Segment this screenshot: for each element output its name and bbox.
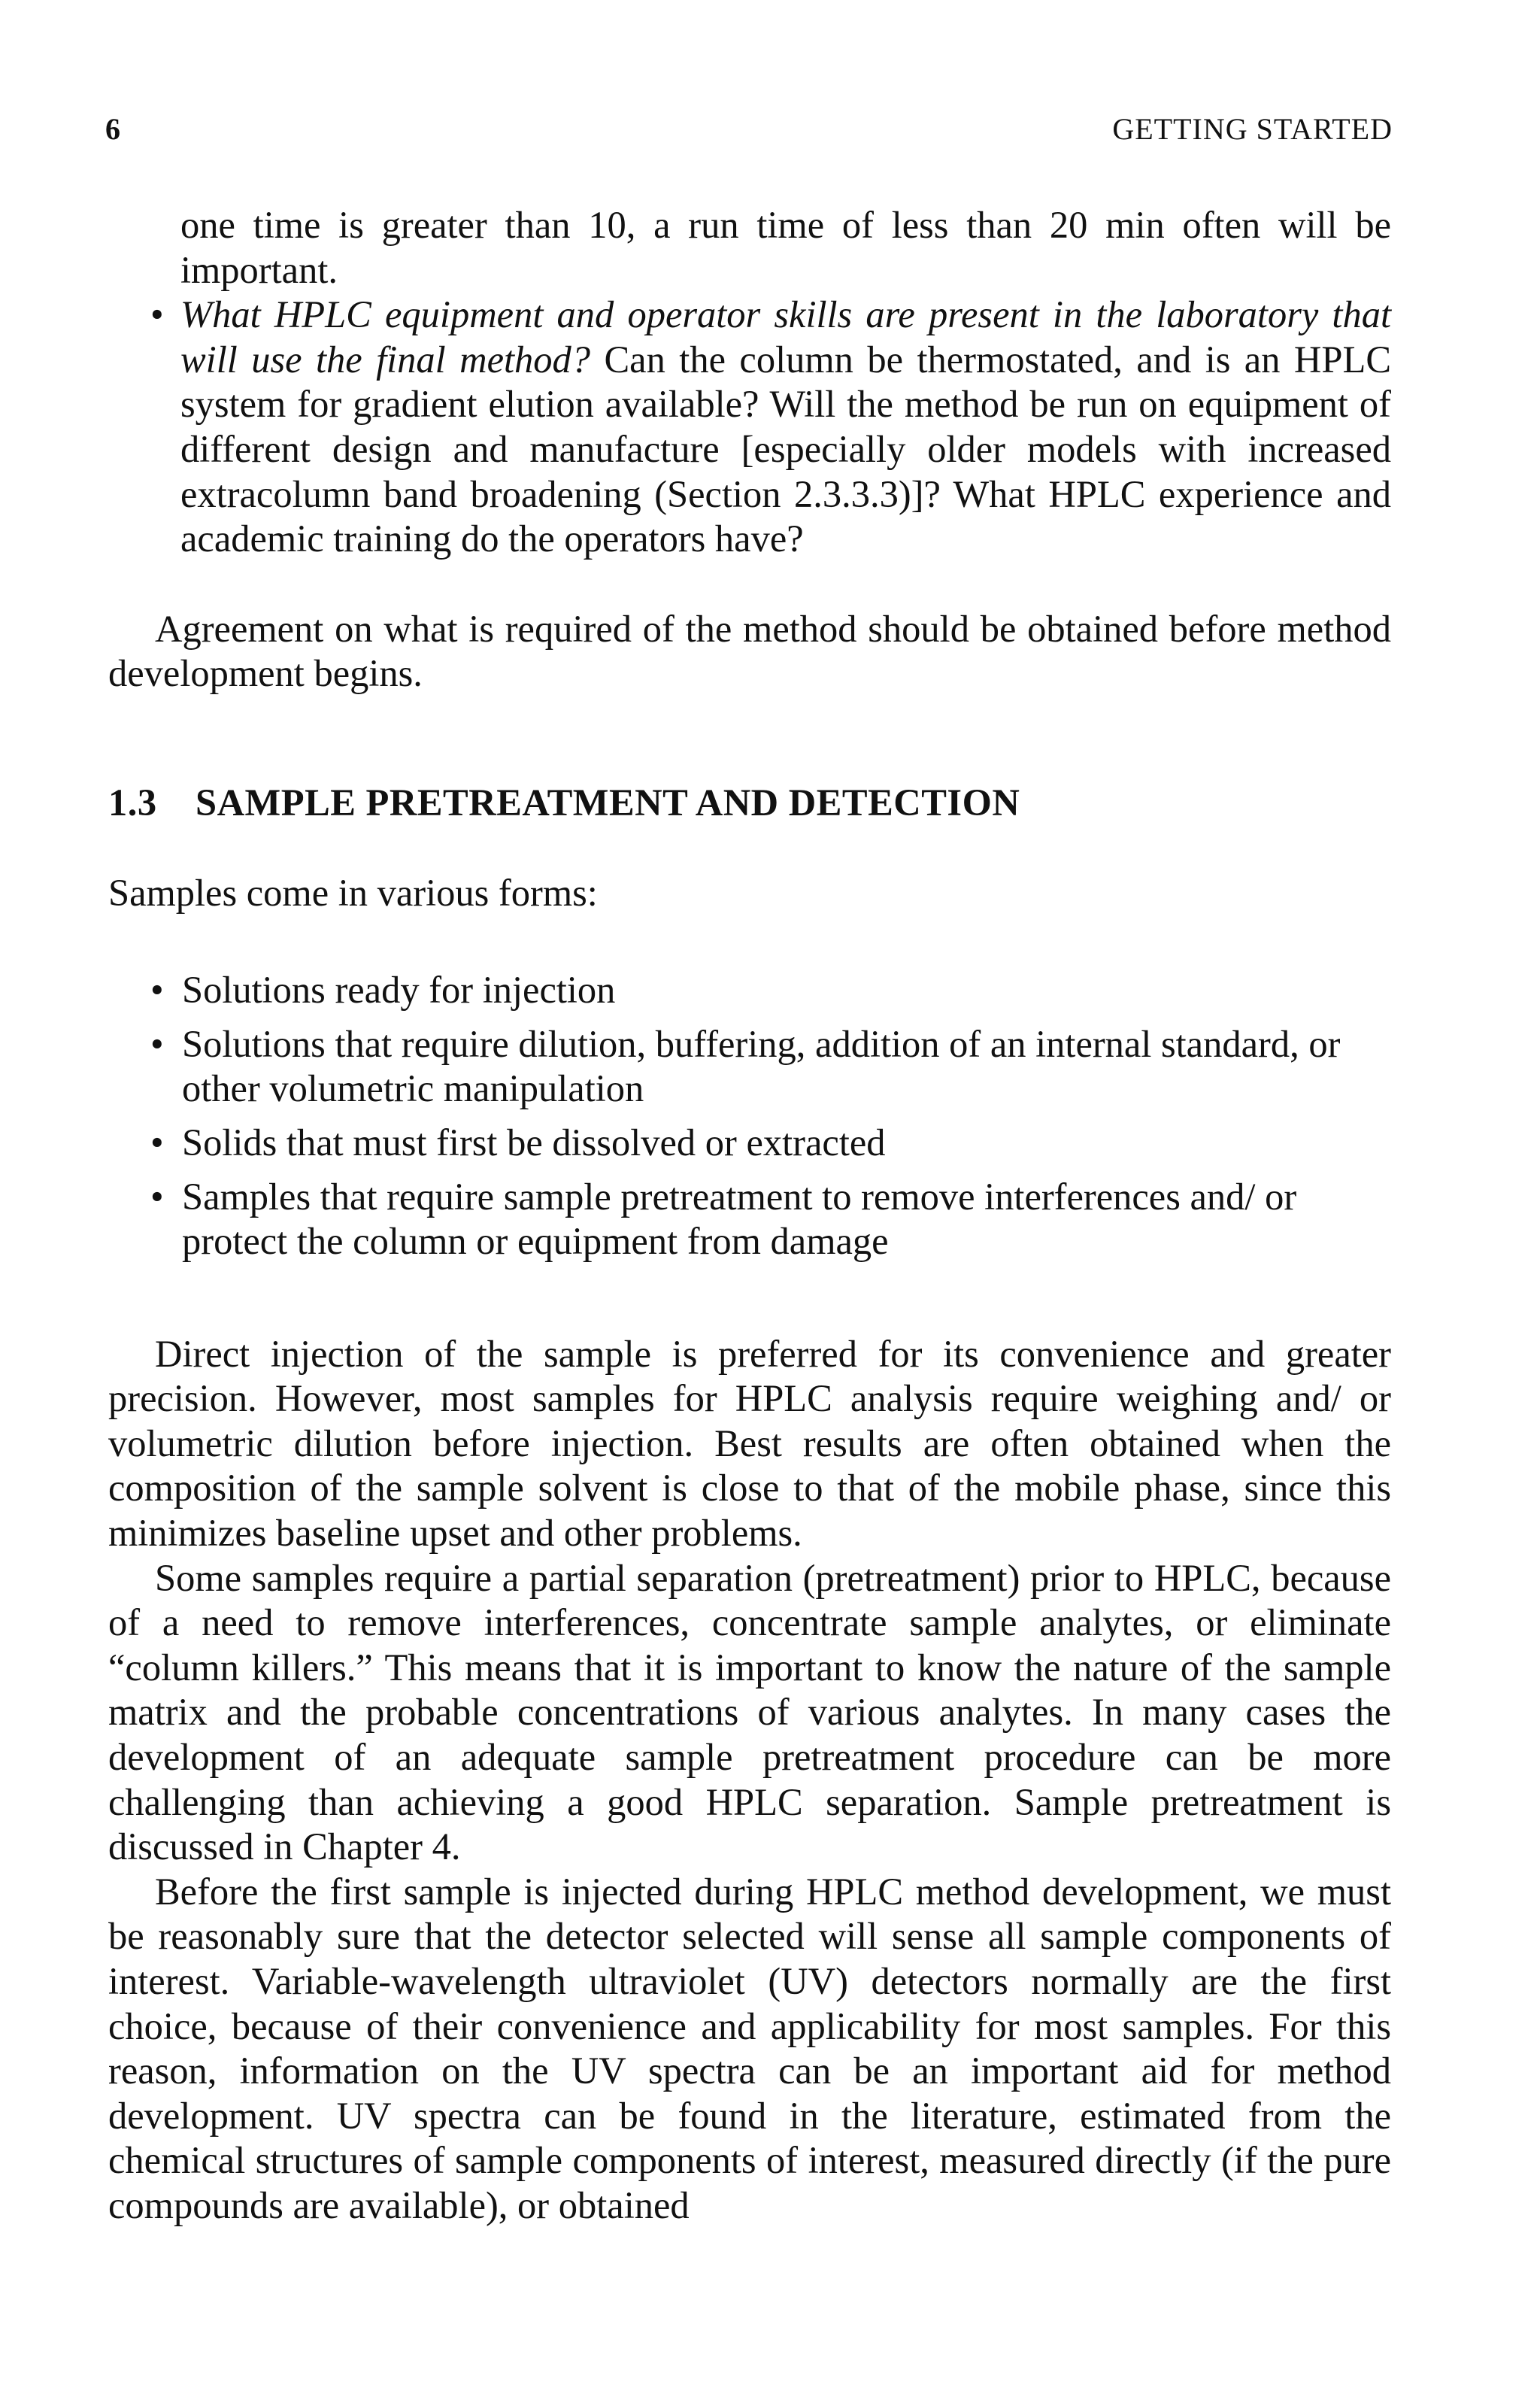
list-item-text: Solutions that require dilution, buffering, addition of an internal standard, or other volumetric manipulation bbox=[182, 1022, 1341, 1110]
section-heading bbox=[108, 781, 1391, 826]
list-item bbox=[108, 1175, 1391, 1264]
continued-list-item bbox=[108, 203, 1391, 293]
spacer bbox=[108, 696, 1391, 781]
section-title: SAMPLE PRETREATMENT AND DETECTION bbox=[196, 781, 1020, 824]
page-number: 6 bbox=[105, 112, 120, 146]
bullet-marker: • bbox=[150, 293, 164, 336]
equipment-question: What HPLC equipment and operator skills are present in the laboratory that will use the final method? bbox=[180, 293, 1391, 381]
list-item bbox=[108, 968, 1391, 1013]
running-head: GETTING STARTED bbox=[1112, 112, 1393, 146]
page-body bbox=[108, 203, 1391, 2229]
list-item-text: Solutions ready for injection bbox=[182, 969, 616, 1012]
spacer bbox=[108, 915, 1391, 968]
intro-paragraph: Samples come in various forms: bbox=[108, 871, 598, 914]
bullet-marker: • bbox=[150, 1022, 164, 1065]
equipment-list-item bbox=[108, 293, 1391, 562]
body-paragraph: Some samples require a partial separation (pretreatment) prior to HPLC, because of a need to remove interferences, concentrate sample analytes, or eliminate “column killers.” This means that it is important to know the nature of the sample matrix and the probable concentrations of various analytes. In many cases the development of an adequate sample pretreatment procedure can be more challenging than achieving a good HPLC separation. Sample pretreatment is discussed in Chapter 4. bbox=[108, 1556, 1391, 1868]
section-number: 1.3 bbox=[108, 781, 157, 824]
spacer bbox=[108, 1264, 1391, 1332]
bullet-marker: • bbox=[150, 969, 164, 1012]
bullet-marker: • bbox=[150, 1175, 164, 1218]
equipment-item-rest: Can the column be thermostated, and is an HPLC system for gradient elution available? Will the method be run on equipment of different design and manufacture [especially older models with increased extracolumn band broadening (Section 2.3.3.3)]? What HPLC experience and academic training do the operators have? bbox=[180, 338, 1391, 560]
body-paragraph: Direct injection of the sample is preferred for its convenience and greater precision. However, most samples for HPLC analysis require weighing and/ or volumetric dilution before injection. Best results are often obtained when the composition of the sample solvent is close to that of the mobile phase, since this minimizes baseline upset and other problems. bbox=[108, 1332, 1391, 1555]
sample-forms-list bbox=[108, 968, 1391, 1264]
list-item-text: Solids that must first be dissolved or extracted bbox=[182, 1121, 886, 1164]
list-item bbox=[108, 1022, 1391, 1112]
body-paragraph: Before the first sample is injected during HPLC method development, we must be reasonably sure that the detector selected will sense all sample components of interest. Variable-wavelength ultraviolet (UV) detectors normally are the first choice, because of their convenience and applicability for most samples. For this reason, information on the UV spectra can be an important aid for method development. UV spectra can be found in the literature, estimated from the chemical structures of sample components of interest, measured directly (if the pure compounds are available), or obtained bbox=[108, 1870, 1391, 2226]
agreement-paragraph: Agreement on what is required of the method should be obtained before method development begins. bbox=[108, 607, 1391, 695]
list-item bbox=[108, 1121, 1391, 1166]
continued-item-text: one time is greater than 10, a run time of less than 20 min often will be important. bbox=[180, 204, 1391, 291]
list-item-text: Samples that require sample pretreatment to remove interferences and/ or protect the column or equipment from damage bbox=[182, 1175, 1297, 1263]
bullet-marker: • bbox=[150, 1121, 164, 1164]
spacer bbox=[108, 826, 1391, 871]
page-header bbox=[105, 107, 1393, 152]
spacer bbox=[108, 562, 1391, 607]
equipment-item-text bbox=[180, 293, 1391, 562]
